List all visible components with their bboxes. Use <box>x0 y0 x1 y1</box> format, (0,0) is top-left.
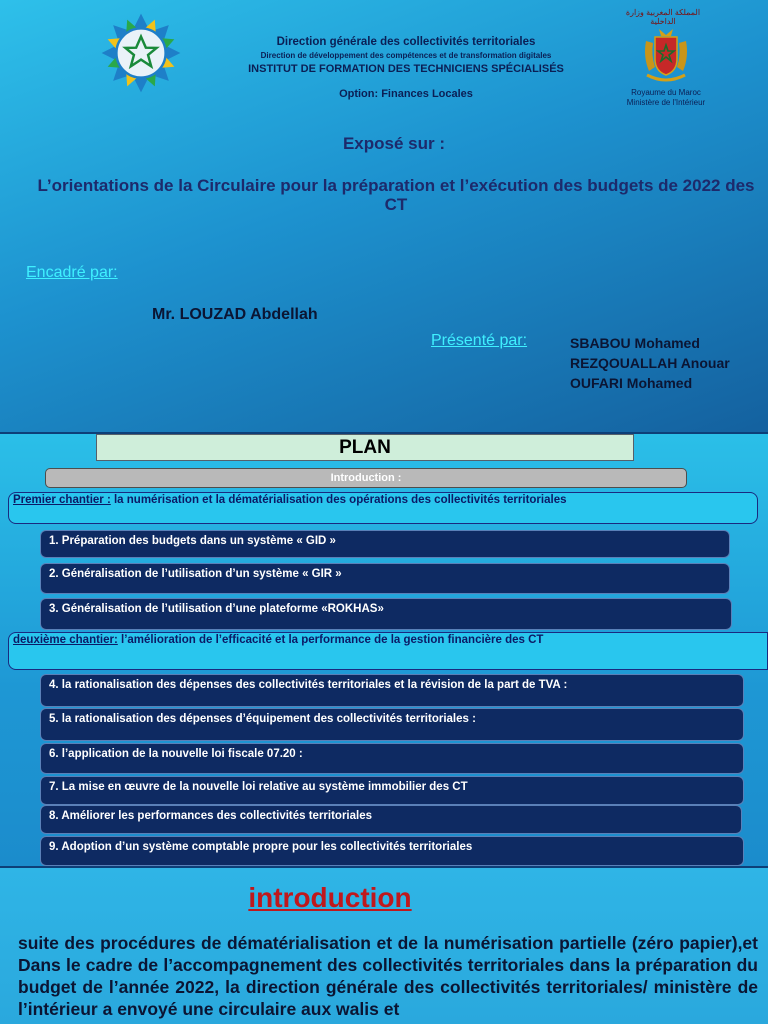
plan-slide <box>0 434 768 866</box>
chantier-two-text: l’amélioration de l’efficacité et la performance de la gestion financière des CT <box>117 634 544 646</box>
header-direction-generale: Direction générale des collectivités territoriales <box>276 36 536 48</box>
expose-label: Exposé sur : <box>342 134 446 153</box>
plan-item: 1. Préparation des budgets dans un système « GID » <box>40 530 730 558</box>
plan-item: 3. Généralisation de l’utilisation d’une plateforme «ROKHAS» <box>40 598 732 630</box>
institution-header <box>196 36 616 100</box>
chantier-one-text: la numérisation et la dématérialisation des opérations des collectivités territoriales <box>110 494 567 506</box>
supervisor-name: Mr. LOUZAD Abdellah <box>152 306 318 323</box>
title-slide <box>0 0 768 432</box>
introduction-body: suite des procédures de dématérialisation et de la numérisation partielle (zéro papier),et Dans le cadre de l’accompagnement des collectivités territoriales dans la préparation du budget de l’année 2022, la direction générale des collectivités territoriales/ ministère de l’intérieur a envoyé une circulaire aux walis et <box>18 933 758 1019</box>
header-direction-developpement: Direction de développement des compétences et de transformation digitales <box>260 51 552 60</box>
ministry-caption-line1: Royaume du Maroc <box>631 88 701 97</box>
presentation-subject: L’orientations de la Circulaire pour la préparation et l’exécution des budgets de 2022 des CT <box>37 176 755 214</box>
ministry-arabic-text: المملكة المغربية وزارة الداخلية <box>625 8 701 26</box>
plan-item: 2. Généralisation de l’utilisation d’un système « GIR » <box>40 563 730 594</box>
chantier-one-label: Premier chantier : <box>13 494 111 506</box>
chantier-one-box <box>8 492 758 524</box>
presented-by-label: Présenté par: <box>431 332 528 349</box>
presenters-list <box>570 333 730 393</box>
plan-item: 6. l’application de la nouvelle loi fiscale 07.20 : <box>40 743 744 774</box>
ministry-block <box>626 8 706 118</box>
plan-item: 7. La mise en œuvre de la nouvelle loi relative au système immobilier des CT <box>40 776 744 805</box>
ministry-caption-line2: Ministère de l'Intérieur <box>626 98 706 107</box>
presenter-name: REZQOUALLAH Anouar <box>570 355 730 371</box>
presenter-name: SBABOU Mohamed <box>570 335 700 351</box>
header-institut: INSTITUT DE FORMATION DES TECHNICIENS SPÉCIALISÉS <box>248 63 564 75</box>
introduction-title: introduction <box>248 882 412 913</box>
plan-introduction-bar: Introduction : <box>45 468 687 488</box>
plan-item: 5. la rationalisation des dépenses d’équipement des collectivités territoriales : <box>40 708 744 741</box>
chantier-two-label: deuxième chantier: <box>13 634 118 646</box>
presenter-name: OUFARI Mohamed <box>570 375 693 391</box>
plan-item: 9. Adoption d’un système comptable propre pour les collectivités territoriales <box>40 836 744 866</box>
moroccan-coat-of-arms-icon <box>641 27 691 83</box>
institute-star-emblem-icon <box>100 12 182 94</box>
plan-item: 8. Améliorer les performances des collectivités territoriales <box>40 805 742 834</box>
header-option: Option: Finances Locales <box>339 88 473 100</box>
chantier-two-box <box>8 632 768 670</box>
supervised-by-label: Encadré par: <box>26 264 118 281</box>
plan-title: PLAN <box>96 434 634 461</box>
introduction-slide <box>0 868 768 1024</box>
plan-item: 4. la rationalisation des dépenses des collectivités territoriales et la révision de la part de TVA : <box>40 674 744 707</box>
